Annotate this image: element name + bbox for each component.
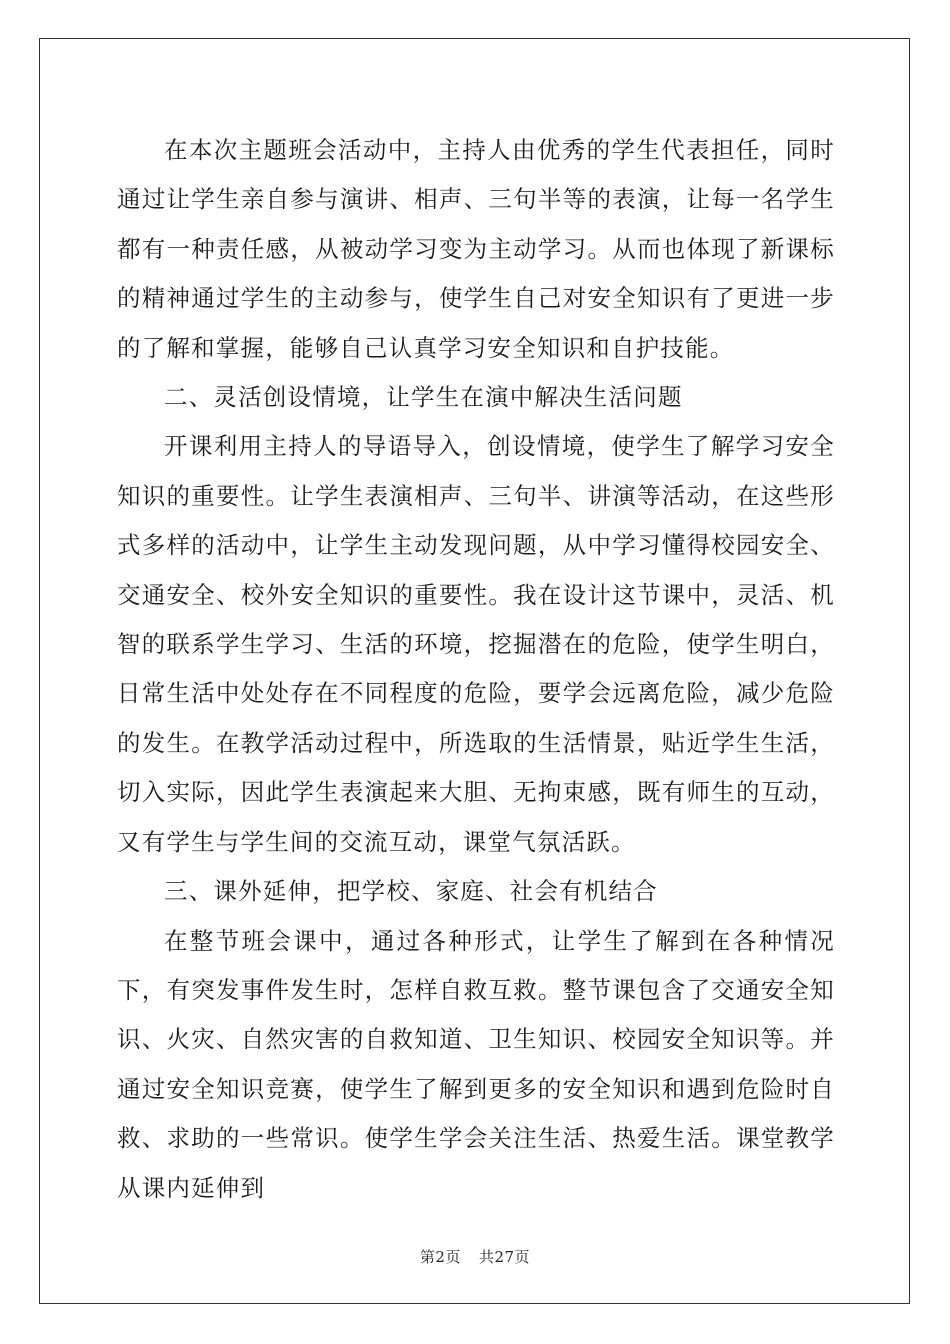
document-body <box>117 126 835 1213</box>
page-number: 第2页 <box>419 1248 461 1266</box>
paragraph-3: 在整节班会课中，通过各种形式，让学生了解到在各种情况下，有突发事件发生时，怎样自救互救。整节课包含了交通安全知识、火灾、自然灾害的自救知道、卫生知识、校园安全知识等。并通过安全知识竞赛，使学生了解到更多的安全知识和遇到危险时自救、求助的一些常识。使学生学会关注生活、热爱生活。课堂教学从课内延伸到 <box>117 926 835 1202</box>
section-heading-3: 三、课外延伸，把学校、家庭、社会有机结合 <box>164 877 658 906</box>
paragraph-1: 在本次主题班会活动中，主持人由优秀的学生代表担任，同时通过让学生亲自参与演讲、相声、三句半等的表演，让每一名学生都有一种责任感，从被动学习变为主动学习。从而也体现了新课标的精神通过学生的主动参与，使学生自己对安全知识有了更进一步的了解和掌握，能够自己认真学习安全知识和自护技能。 <box>117 136 835 362</box>
page-footer <box>0 1246 950 1267</box>
page-total: 共27页 <box>478 1248 531 1266</box>
paragraph-2: 开课利用主持人的导语导入，创设情境，使学生了解学习安全知识的重要性。让学生表演相声、三句半、讲演等活动，在这些形式多样的活动中，让学生主动发现问题，从中学习懂得校园安全、交通安全、校外安全知识的重要性。我在设计这节课中，灵活、机智的联系学生学习、生活的环境，挖掘潜在的危险，使学生明白，日常生活中处处存在不同程度的危险，要学会远离危险，减少危险的发生。在教学活动过程中，所选取的生活情景，贴近学生生活，切入实际，因此学生表演起来大胆、无拘束感，既有师生的互动，又有学生与学生间的交流互动，课堂气氛活跃。 <box>117 432 835 856</box>
section-heading-2: 二、灵活创设情境，让学生在演中解决生活问题 <box>164 383 683 412</box>
